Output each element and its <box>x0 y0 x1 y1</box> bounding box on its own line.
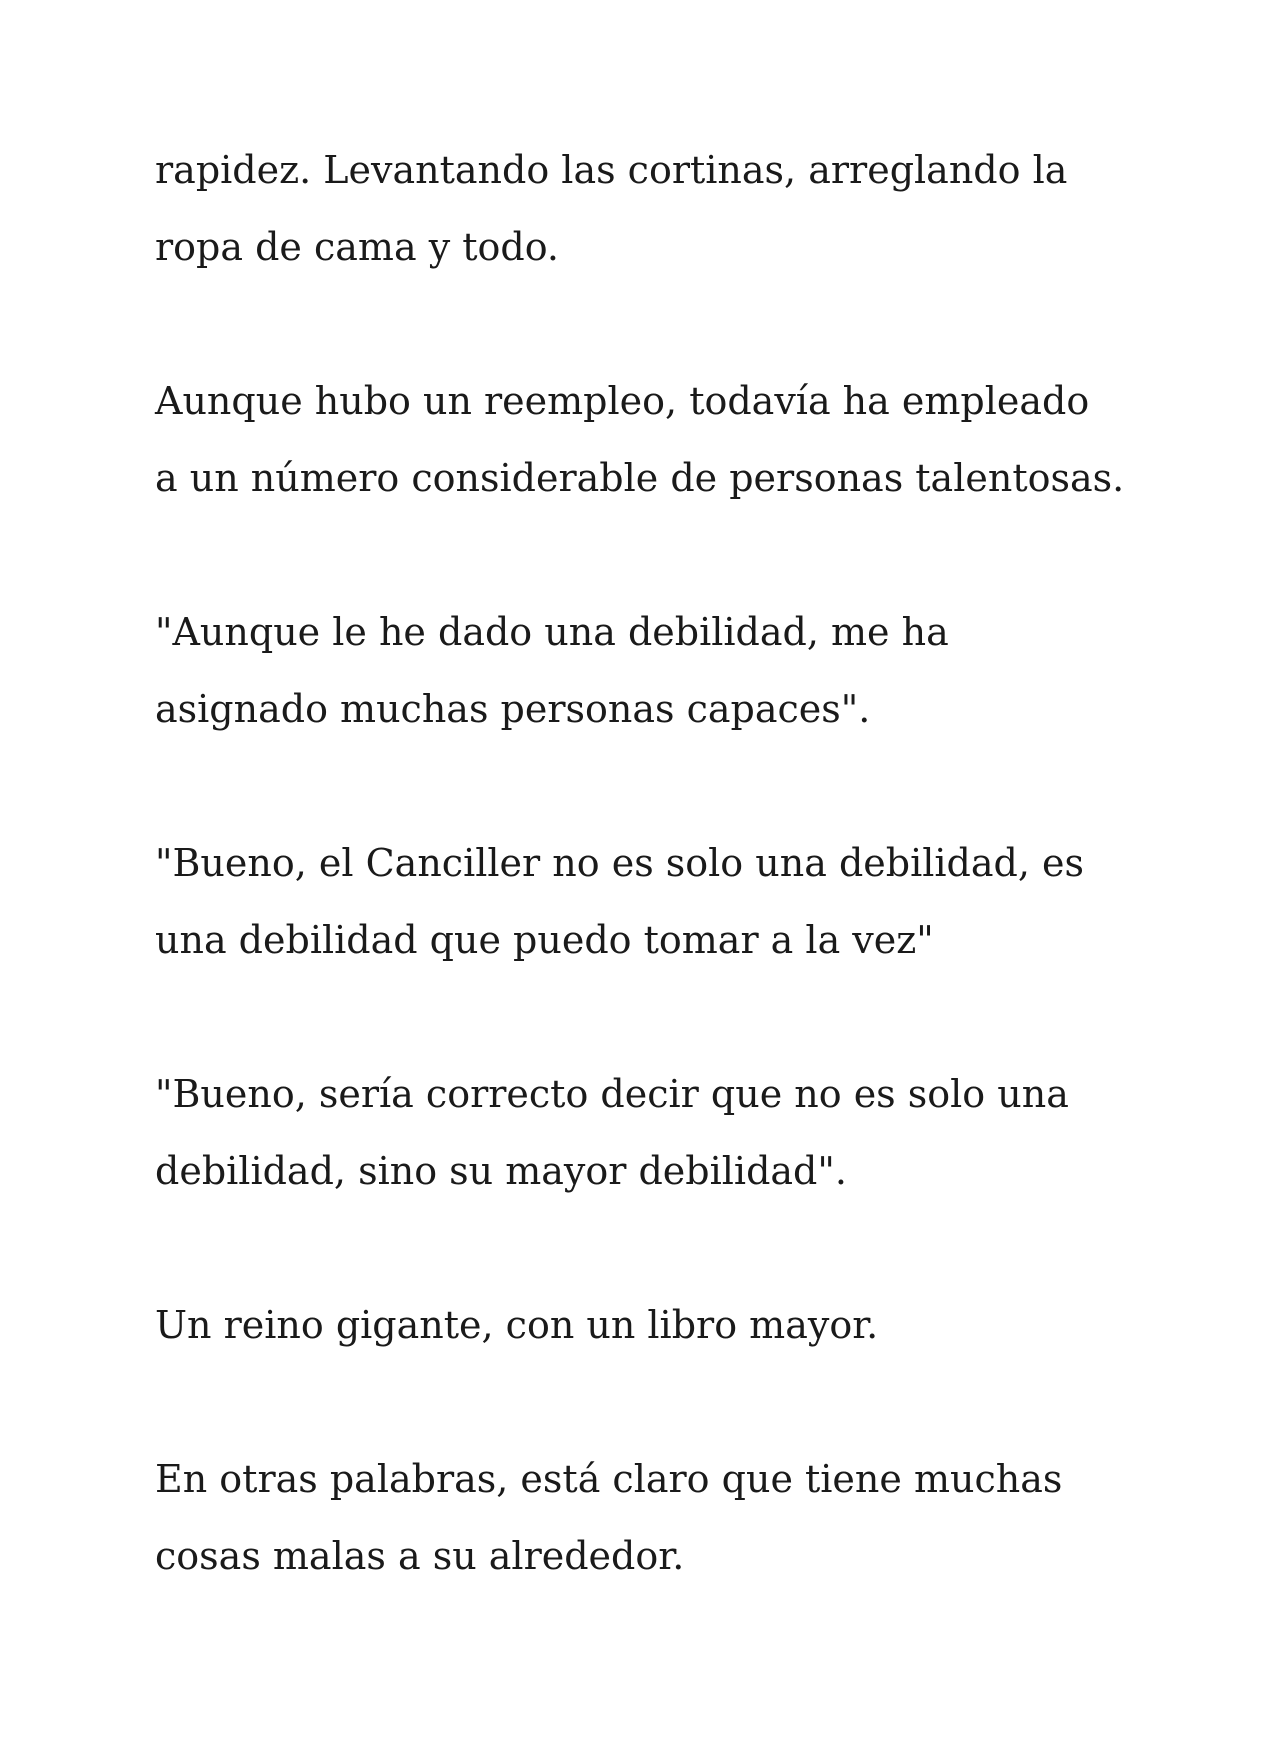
text-line: una debilidad que puedo tomar a la vez" <box>155 918 934 962</box>
text-line: Aunque hubo un reempleo, todavía ha empleado <box>155 379 1090 423</box>
text-line: asignado muchas personas capaces". <box>155 687 871 731</box>
text-line: rapidez. Levantando las cortinas, arreglando la <box>155 148 1068 192</box>
paragraph <box>155 132 1155 286</box>
text-column <box>155 132 1155 1672</box>
text-line: "Bueno, el Canciller no es solo una debilidad, es <box>155 841 1084 885</box>
text-line: ropa de cama y todo. <box>155 225 560 269</box>
paragraph <box>155 1441 1155 1595</box>
text-line: debilidad, sino su mayor debilidad". <box>155 1149 847 1193</box>
text-line: Un reino gigante, con un libro mayor. <box>155 1303 879 1347</box>
text-line: cosas malas a su alrededor. <box>155 1534 685 1578</box>
paragraph <box>155 1056 1155 1210</box>
paragraph <box>155 825 1155 979</box>
text-line: "Bueno, sería correcto decir que no es solo una <box>155 1072 1069 1116</box>
text-line: En otras palabras, está claro que tiene muchas <box>155 1457 1063 1501</box>
paragraph <box>155 594 1155 748</box>
paragraph <box>155 363 1155 517</box>
paragraph <box>155 1287 1155 1364</box>
text-line: a un número considerable de personas talentosas. <box>155 456 1125 500</box>
text-line: "Aunque le he dado una debilidad, me ha <box>155 610 949 654</box>
